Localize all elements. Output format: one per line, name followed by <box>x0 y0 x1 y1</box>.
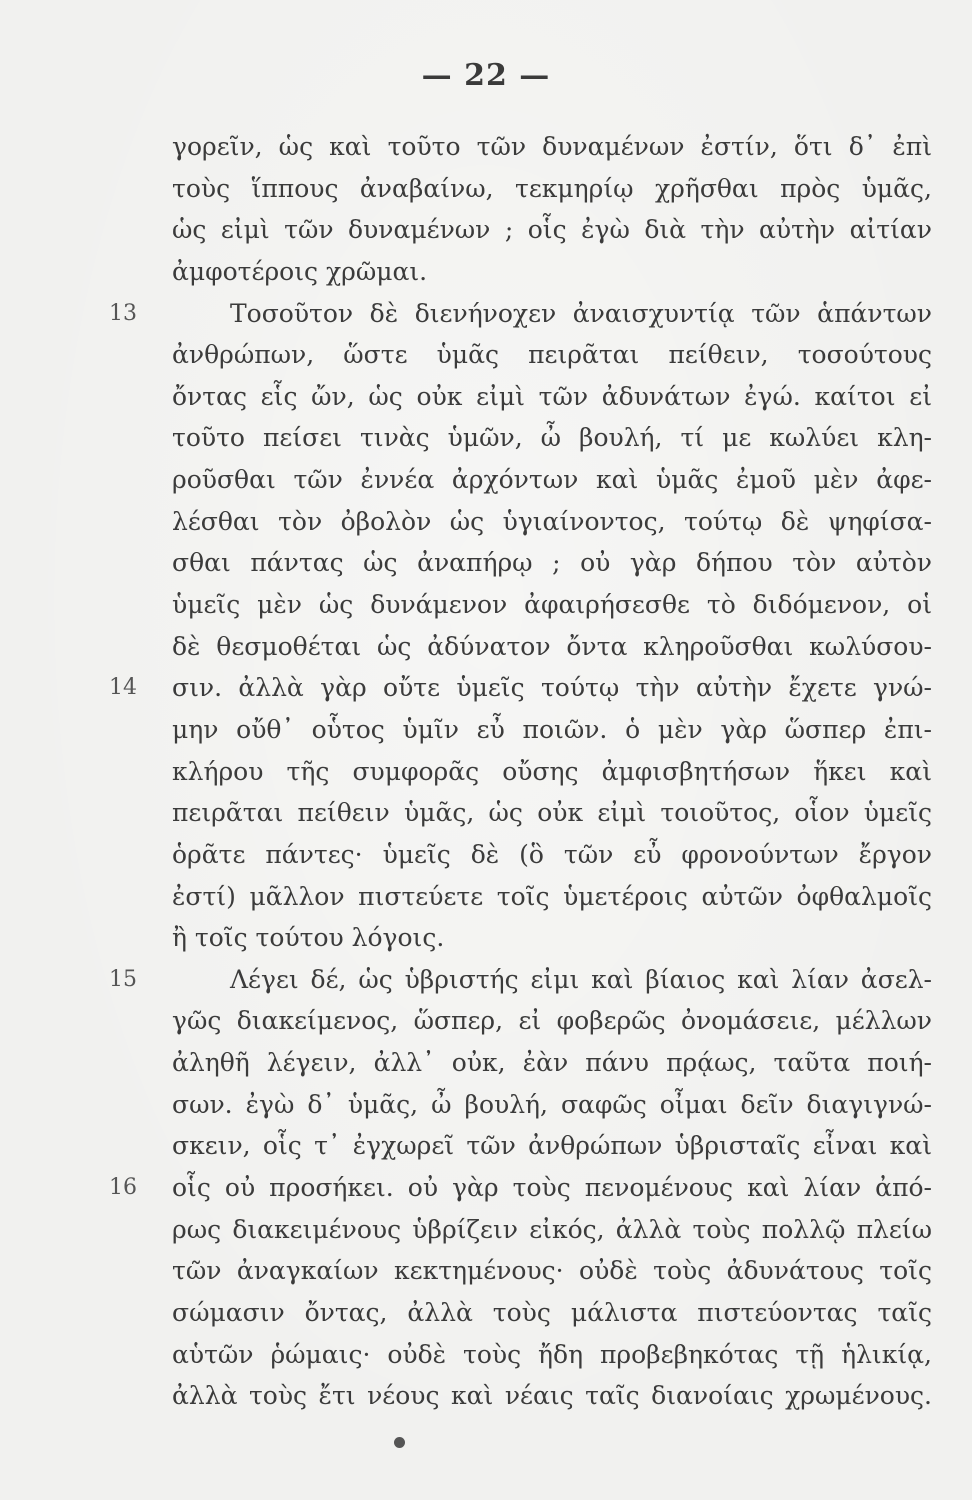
text-line <box>172 1042 932 1084</box>
page-number: — 22 — <box>421 58 551 93</box>
section-number: 15 <box>109 966 137 992</box>
text-line <box>109 959 932 1001</box>
line-text: οἷς οὐ προσήκει. οὐ γὰρ τοὺς πενομένους καὶ λίαν ἀπό- <box>172 1173 932 1203</box>
text-line <box>172 1000 932 1042</box>
line-text: ρως διακειμένους ὑβρίζειν εἰκός, ἀλλὰ τοὺς πολλῷ πλείω <box>172 1214 932 1244</box>
text-line <box>109 667 932 709</box>
line-text: σθαι πάντας ὡς ἀναπήρῳ ; οὐ γὰρ δήπου τὸν αὐτὸν <box>172 548 932 578</box>
line-text: τῶν ἀναγκαίων κεκτημένους· οὐδὲ τοὺς ἀδυνάτους τοῖς <box>172 1256 932 1286</box>
line-text: ἢ τοῖς τούτου λόγοις. <box>172 923 445 953</box>
line-text: ἀνθρώπων, ὥστε ὑμᾶς πειρᾶται πείθειν, τοσούτους <box>172 340 932 370</box>
text-line <box>172 1375 932 1417</box>
line-text: δὲ θεσμοθέται ὡς ἀδύνατον ὄντα κληροῦσθαι κωλύσου- <box>172 631 932 661</box>
line-text: Λέγει δέ, ὡς ὑβριστής εἰμι καὶ βίαιος καὶ λίαν ἀσελ- <box>230 964 932 994</box>
text-line <box>172 1334 932 1376</box>
text-line <box>172 501 932 543</box>
line-text: γορεῖν, ὡς καὶ τοῦτο τῶν δυναμένων ἐστίν, ὅτι δ᾽ ἐπὶ <box>172 132 932 161</box>
section-number: 13 <box>109 300 137 326</box>
line-text: κλήρου τῆς συμφορᾶς οὔσης ἀμφισβητήσων ἥκει καὶ <box>172 756 932 786</box>
line-text: ἀλλὰ τοὺς ἔτι νέους καὶ νέαις ταῖς διανοίαις χρωμένους. <box>172 1381 932 1411</box>
text-line <box>172 751 932 793</box>
greek-text-body <box>109 126 932 1417</box>
line-text: σιν. ἀλλὰ γὰρ οὔτε ὑμεῖς τούτῳ τὴν αὐτὴν ἔχετε γνώ- <box>172 673 932 703</box>
text-line <box>172 1084 932 1126</box>
text-line <box>172 1292 932 1334</box>
text-line <box>172 209 932 251</box>
text-line <box>172 542 932 584</box>
line-text: Τοσοῦτον δὲ διενήνοχεν ἀναισχυντίᾳ τῶν ἁπάντων <box>230 298 932 328</box>
text-line <box>172 709 932 751</box>
text-line <box>172 792 932 834</box>
line-text: αὑτῶν ῥώμαις· οὐδὲ τοὺς ἤδη προβεβηκότας τῇ ἡλικίᾳ, <box>172 1339 932 1369</box>
text-line <box>172 334 932 376</box>
text-line <box>109 293 932 335</box>
text-line <box>172 168 932 210</box>
line-text: ὡς εἰμὶ τῶν δυναμένων ; οἷς ἐγὼ διὰ τὴν αὐτὴν αἰτίαν <box>172 215 932 245</box>
section-number: 14 <box>109 675 137 701</box>
text-line <box>172 459 932 501</box>
text-line <box>172 917 932 959</box>
line-text: ὄντας εἷς ὤν, ὡς οὐκ εἰμὶ τῶν ἀδυνάτων ἐγώ. καίτοι εἰ <box>172 381 932 411</box>
line-text: τοῦτο πείσει τινὰς ὑμῶν, ὦ βουλή, τί με κωλύει κλη- <box>172 423 932 453</box>
line-text: σκειν, οἷς τ᾽ ἐγχωρεῖ τῶν ἀνθρώπων ὑβρισταῖς εἶναι καὶ <box>172 1131 932 1161</box>
text-line <box>109 1167 932 1209</box>
line-text: ὑμεῖς μὲν ὡς δυνάμενον ἀφαιρήσεσθε τὸ διδόμενον, οἱ <box>172 590 932 620</box>
text-line <box>172 376 932 418</box>
text-line <box>172 251 932 293</box>
text-line <box>172 834 932 876</box>
line-text: ροῦσθαι τῶν ἐννέα ἀρχόντων καὶ ὑμᾶς ἐμοῦ μὲν ἀφε- <box>172 465 932 495</box>
line-text: λέσθαι τὸν ὀβολὸν ὡς ὑγιαίνοντος, τούτῳ δὲ ψηφίσα- <box>172 506 932 536</box>
text-line <box>172 126 932 168</box>
text-line <box>172 1125 932 1167</box>
text-line <box>172 1250 932 1292</box>
text-line <box>172 876 932 918</box>
line-text: ἀμφοτέροις χρῶμαι. <box>172 256 428 286</box>
line-text: ἀληθῆ λέγειν, ἀλλ᾽ οὐκ, ἐὰν πάνυ πρᾴως, ταῦτα ποιή- <box>172 1048 932 1078</box>
line-text: ἐστί) μᾶλλον πιστεύετε τοῖς ὑμετέροις αὐτῶν ὀφθαλμοῖς <box>172 881 932 911</box>
line-text: σώμασιν ὄντας, ἀλλὰ τοὺς μάλιστα πιστεύοντας ταῖς <box>172 1297 932 1327</box>
text-line <box>172 584 932 626</box>
line-text: σων. ἐγὼ δ᾽ ὑμᾶς, ὦ βουλή, σαφῶς οἶμαι δεῖν διαγιγνώ- <box>172 1089 932 1119</box>
text-line <box>172 626 932 668</box>
section-number: 16 <box>109 1175 137 1201</box>
text-line <box>172 417 932 459</box>
line-text: γῶς διακείμενος, ὥσπερ, εἰ φοβερῶς ὀνομάσειε, μέλλων <box>172 1006 932 1036</box>
line-text: τοὺς ἵππους ἀναβαίνω, τεκμηρίῳ χρῆσθαι πρὸς ὑμᾶς, <box>172 173 932 203</box>
line-text: μην οὔθ᾽ οὗτος ὑμῖν εὖ ποιῶν. ὁ μὲν γὰρ ὥσπερ ἐπι- <box>172 714 932 744</box>
ink-spot <box>394 1437 405 1448</box>
line-text: ὁρᾶτε πάντες· ὑμεῖς δὲ (ὃ τῶν εὖ φρονούντων ἔργον <box>172 839 932 869</box>
text-line <box>172 1209 932 1251</box>
line-text: πειρᾶται πείθειν ὑμᾶς, ὡς οὐκ εἰμὶ τοιοῦτος, οἷον ὑμεῖς <box>172 798 932 828</box>
